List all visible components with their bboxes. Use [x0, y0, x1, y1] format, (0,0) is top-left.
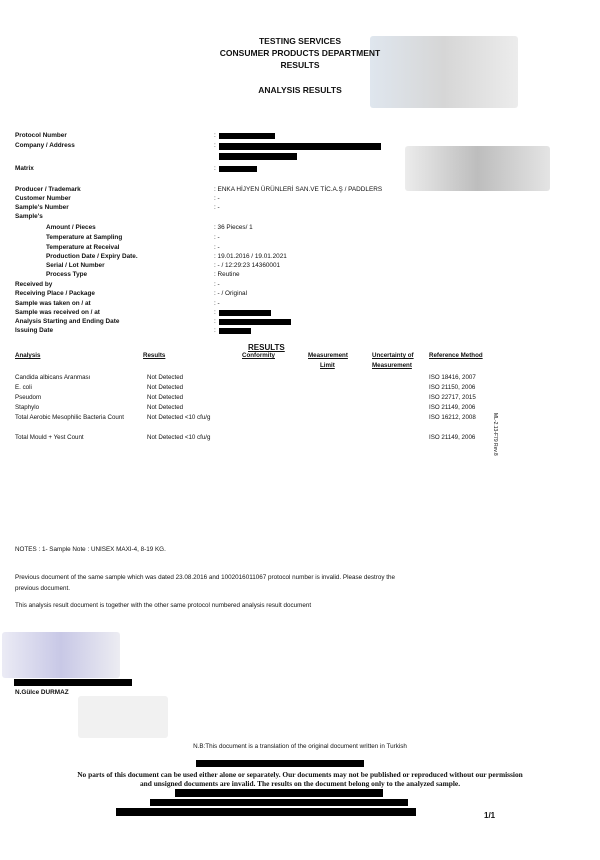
colon: :	[214, 132, 216, 139]
temp-sampling-value: : -	[214, 234, 220, 241]
amount-value: : 36 Pieces/ 1	[214, 224, 253, 231]
sample-note: NOTES : 1- Sample Note : UNISEX MAXI-4, 8-19 KG.	[15, 546, 166, 553]
label-received-by: Received by	[15, 281, 53, 288]
result-analysis: Pseudom	[15, 394, 42, 401]
colon: :	[214, 165, 216, 172]
page-number: 1/1	[484, 811, 496, 820]
result-analysis: E. coli	[15, 384, 32, 391]
column-header-reference: Reference Method	[429, 352, 483, 359]
colon: :	[214, 327, 216, 334]
document-subtitle: ANALYSIS RESULTS	[258, 85, 342, 95]
result-reference: ISO 22717, 2015	[429, 394, 476, 401]
result-reference: ISO 21149, 2006	[429, 404, 476, 411]
redaction-bar	[219, 328, 251, 334]
label-issuing-date: Issuing Date	[15, 327, 53, 334]
redaction-bar	[219, 310, 271, 316]
label-protocol-number: Protocol Number	[15, 132, 67, 139]
serial-value: : - / 12:29:23 14360001	[214, 262, 281, 269]
redaction-bar	[14, 679, 132, 686]
column-header-results: Results	[143, 352, 166, 359]
blurred-area	[2, 632, 120, 678]
result-analysis: Candida albicans Aranması	[15, 374, 91, 381]
label-amount: Amount / Pieces	[46, 224, 96, 231]
result-analysis: Total Aerobic Mesophilic Bacteria Count	[15, 414, 125, 421]
column-header-measurement: Measurement	[308, 352, 348, 359]
together-note: This analysis result document is together with the other same protocol numbered analysis result document	[15, 602, 312, 609]
receiving-place-value: : - / Original	[214, 290, 248, 297]
producer-value: : ENKA HİJYEN ÜRÜNLERİ SAN.VE TİC.A.Ş / PADDLERS	[214, 186, 383, 193]
label-receiving-place: Receiving Place / Package	[15, 290, 95, 297]
label-matrix: Matrix	[15, 165, 34, 172]
received-by-value: : -	[214, 281, 220, 288]
redaction-bar	[150, 799, 408, 806]
redaction-bar	[219, 133, 275, 139]
column-header-limit: Limit	[320, 362, 335, 369]
label-samples: Sample's	[15, 213, 43, 220]
translation-note: N.B:This document is a translation of the original document written in Turkish	[193, 743, 407, 750]
disclaimer-line-1: No parts of this document can be used either alone or separately. Our documents may not be published or reproduced without our permission	[77, 770, 523, 779]
process-value: : Reutine	[214, 271, 240, 278]
blurred-area	[405, 146, 550, 191]
header-line-2: CONSUMER PRODUCTS DEPARTMENT	[219, 48, 381, 58]
result-reference: ISO 18416, 2007	[429, 374, 476, 381]
blurred-area	[370, 36, 518, 108]
result-value: Not Detected <10 cfu/g	[147, 434, 211, 441]
column-header-analysis: Analysis	[15, 352, 41, 359]
colon: :	[214, 142, 216, 149]
redaction-bar	[219, 143, 381, 150]
redaction-bar	[219, 153, 297, 160]
label-taken-on: Sample was taken on / at	[15, 300, 91, 307]
result-reference: ISO 21150, 2006	[429, 384, 476, 391]
result-reference: ISO 21149, 2006	[429, 434, 476, 441]
previous-document-note: Previous document of the same sample which was dated 23.08.2016 and 1002016011067 protocol number is invalid. Please destroy the previous document.	[15, 574, 396, 592]
result-analysis: Staphylo	[15, 404, 40, 411]
result-value: Not Detected	[147, 404, 184, 411]
side-document-code: ML-2.13-F79 Rev.8	[492, 413, 498, 456]
label-analysis-dates: Analysis Starting and Ending Date	[15, 318, 120, 325]
redaction-bar	[219, 166, 257, 172]
customer-number-value: : -	[214, 195, 220, 202]
blurred-area	[78, 696, 168, 738]
label-serial: Serial / Lot Number	[46, 262, 105, 269]
colon: :	[214, 318, 216, 325]
temp-received-value: : -	[214, 244, 220, 251]
label-company-address: Company / Address	[15, 142, 75, 149]
redaction-bar	[219, 319, 291, 325]
production-date-value: : 19.01.2016 / 19.01.2021	[214, 253, 287, 260]
colon: :	[214, 309, 216, 316]
result-value: Not Detected <10 cfu/g	[147, 414, 211, 421]
column-header-uncertainty-2: Measurement	[372, 362, 412, 369]
label-received-on: Sample was received on / at	[15, 309, 100, 316]
label-process: Process Type	[46, 271, 88, 278]
label-samples-number: Sample's Number	[15, 204, 69, 211]
result-analysis: Total Mould + Yest Count	[15, 434, 84, 441]
redaction-bar	[196, 760, 364, 767]
result-value: Not Detected	[147, 394, 184, 401]
redaction-bar	[116, 808, 416, 816]
taken-on-value: : -	[214, 300, 220, 307]
result-value: Not Detected	[147, 374, 184, 381]
result-value: Not Detected	[147, 384, 184, 391]
redaction-bar	[175, 789, 383, 797]
label-production-date: Production Date / Expiry Date.	[46, 253, 138, 260]
results-title: RESULTS	[248, 343, 285, 352]
label-customer-number: Customer Number	[15, 195, 71, 202]
label-producer: Producer / Trademark	[15, 186, 81, 193]
header-line-3: RESULTS	[280, 60, 320, 70]
label-temp-sampling: Temperature at Sampling	[46, 234, 123, 241]
signatory-name: N.Gülce DURMAZ	[15, 689, 69, 696]
label-temp-received: Temperature at Receival	[46, 244, 120, 251]
samples-number-value: : -	[214, 204, 220, 211]
column-header-uncertainty: Uncertainty of	[372, 352, 414, 359]
column-header-conformity: Conformity	[242, 352, 275, 359]
result-reference: ISO 16212, 2008	[429, 414, 476, 421]
disclaimer-line-2: and unsigned documents are invalid. The results on the document belong only to the analyzed sample.	[139, 779, 461, 788]
header-line-1: TESTING SERVICES	[258, 36, 342, 46]
